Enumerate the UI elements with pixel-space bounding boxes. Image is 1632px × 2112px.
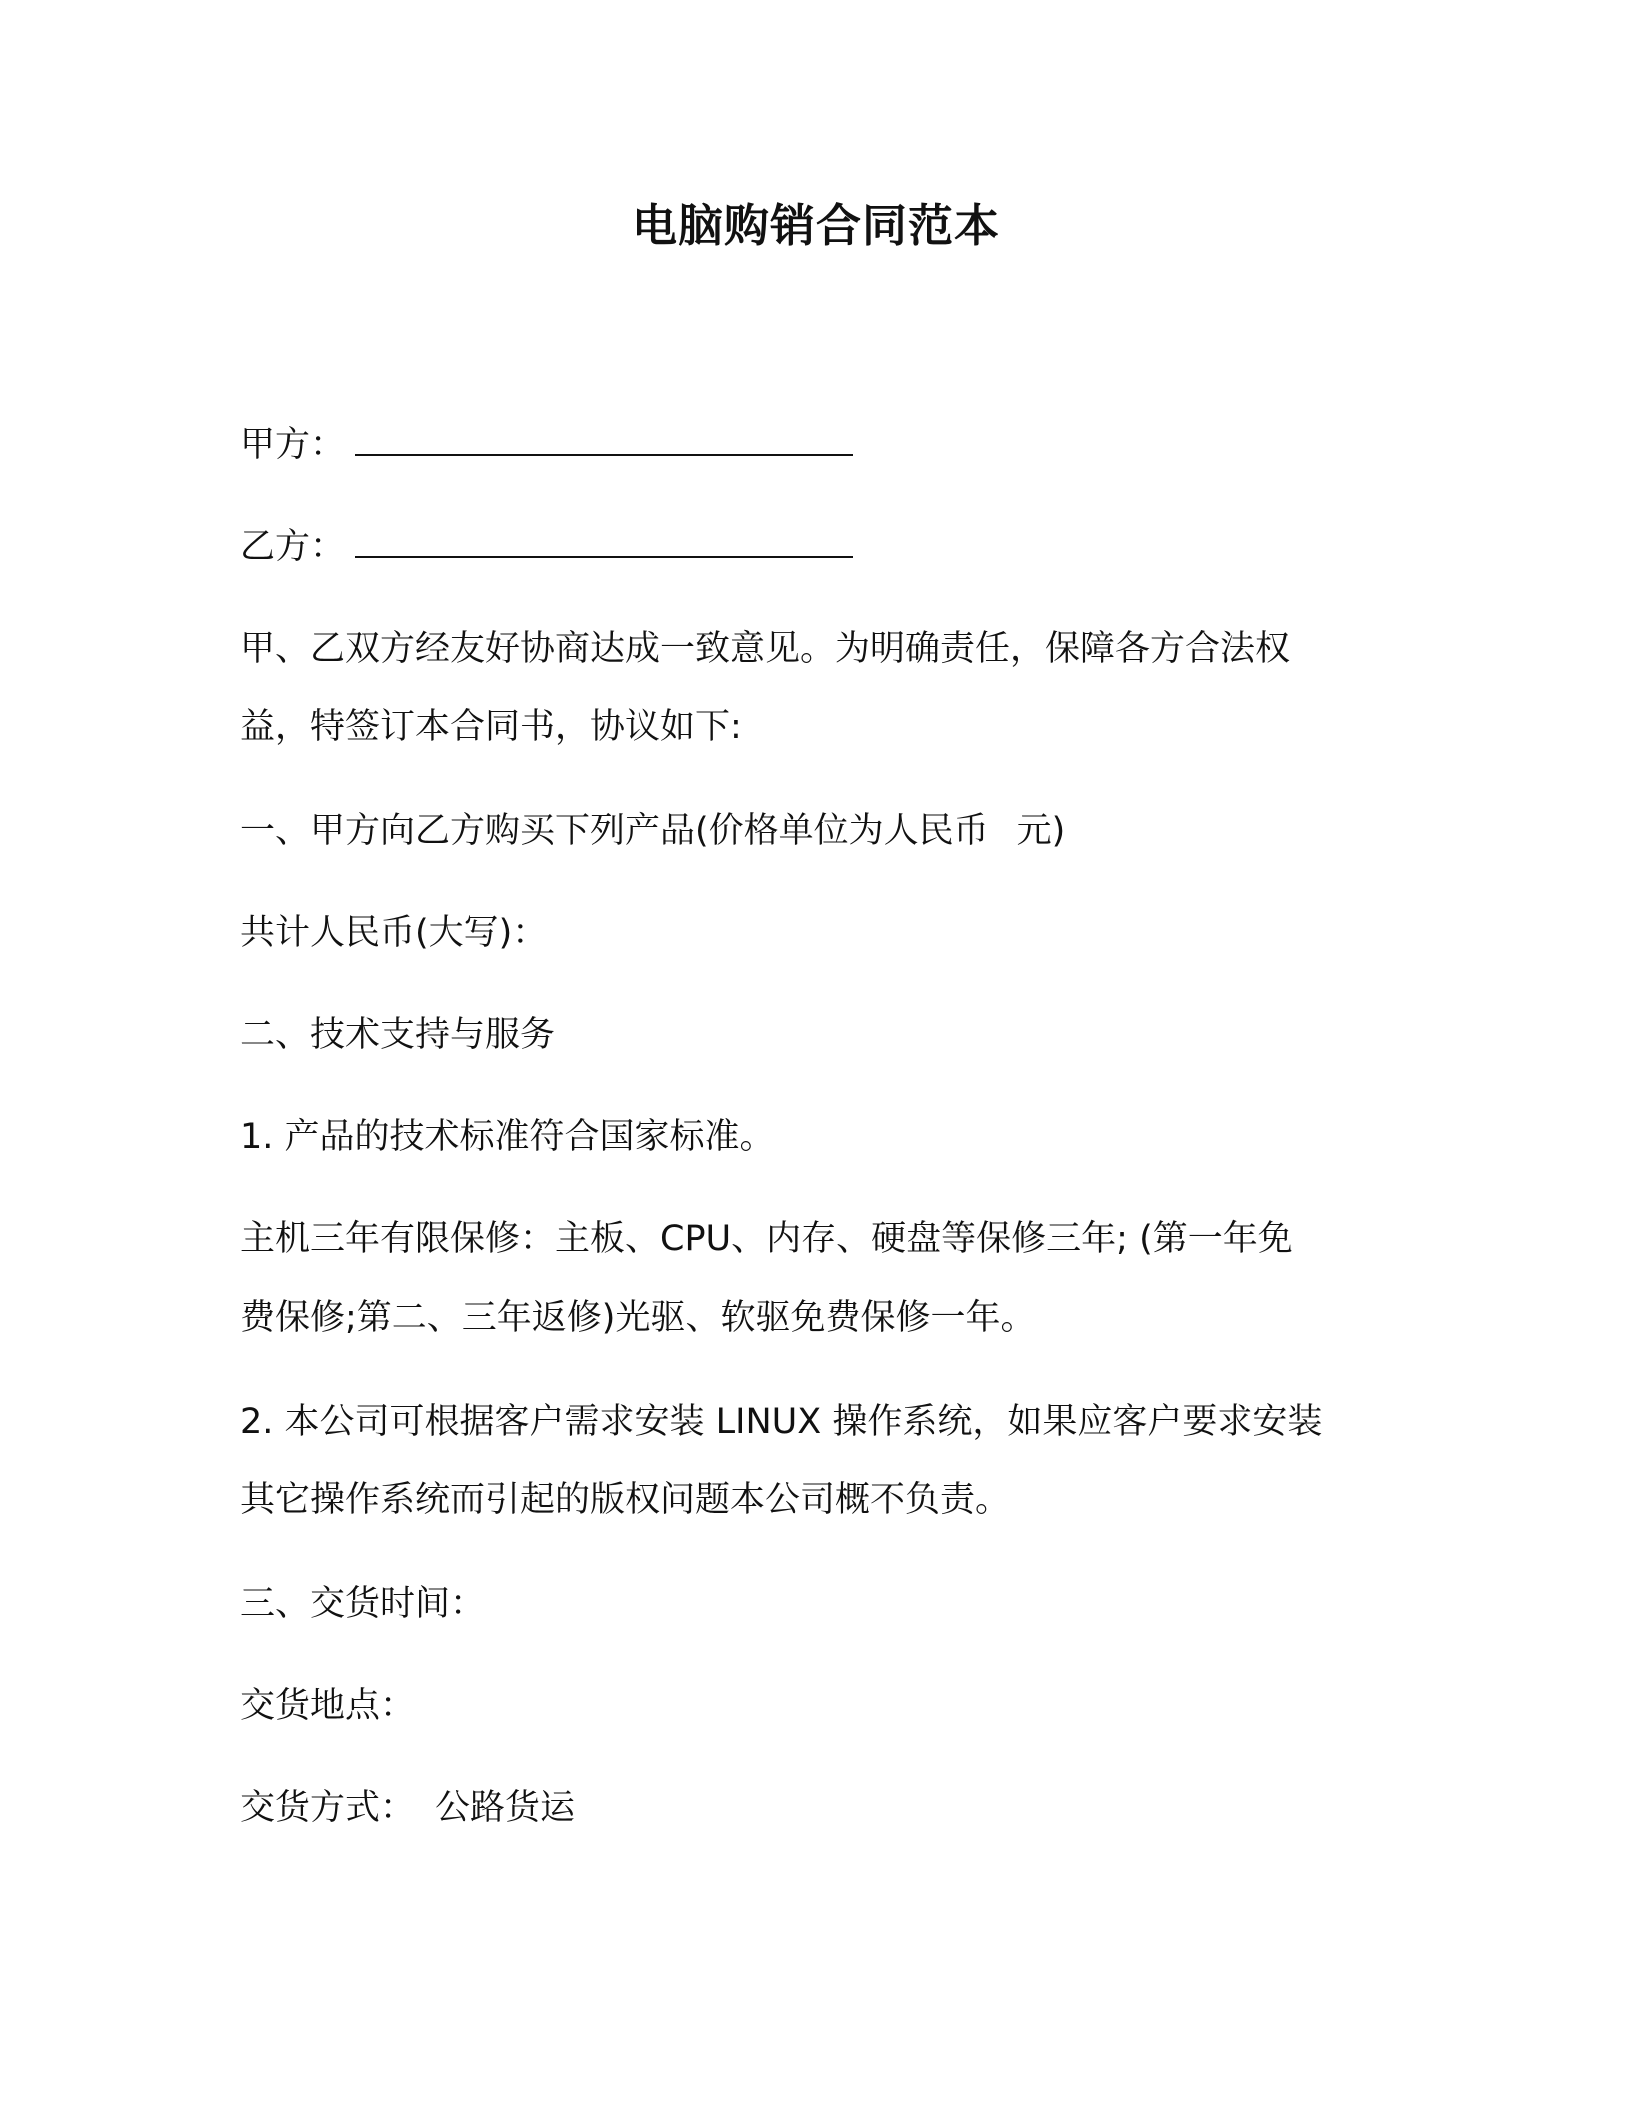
delivery-method-value: 公路货运: [435, 1788, 576, 1828]
section1-heading-unit: 元): [1016, 811, 1066, 851]
section1-heading-text: 一、甲方向乙方购买下列产品(价格单位为人民币: [240, 811, 989, 851]
section1-heading: [240, 807, 1065, 855]
warranty-line-1: 主机三年有限保修：主板、CPU、内存、硬盘等保修三年; (第一年免: [240, 1219, 1293, 1259]
section2-heading: 二、技术支持与服务: [240, 1015, 556, 1055]
section3-heading: 三、交货时间：: [240, 1584, 486, 1624]
section2-item2-line-1: 2. 本公司可根据客户需求安装 LINUX 操作系统，如果应客户要求安装: [240, 1402, 1323, 1442]
party-a-line: [240, 421, 853, 469]
party-a-blank: [355, 454, 853, 456]
section2-item1: 1. 产品的技术标准符合国家标准。: [240, 1117, 775, 1157]
party-b-label: 乙方：: [240, 527, 346, 567]
delivery-place: 交货地点：: [240, 1686, 416, 1726]
party-b-line: [240, 523, 853, 571]
section1-total: 共计人民币(大写)：: [240, 913, 548, 953]
party-b-blank: [355, 556, 853, 558]
intro-line-2: 益，特签订本合同书，协议如下:: [240, 707, 742, 747]
delivery-method-label: 交货方式：: [240, 1788, 416, 1828]
section2-item2-line-2: 其它操作系统而引起的版权问题本公司概不负责。: [240, 1480, 1011, 1520]
document-title: 电脑购销合同范本: [631, 199, 1000, 252]
warranty-line-2: 费保修;第二、三年返修)光驱、软驱免费保修一年。: [240, 1298, 1036, 1338]
intro-line-1: 甲、乙双方经友好协商达成一致意见。为明确责任，保障各方合法权: [240, 629, 1291, 669]
party-a-label: 甲方：: [240, 425, 346, 465]
delivery-method: [240, 1784, 575, 1832]
